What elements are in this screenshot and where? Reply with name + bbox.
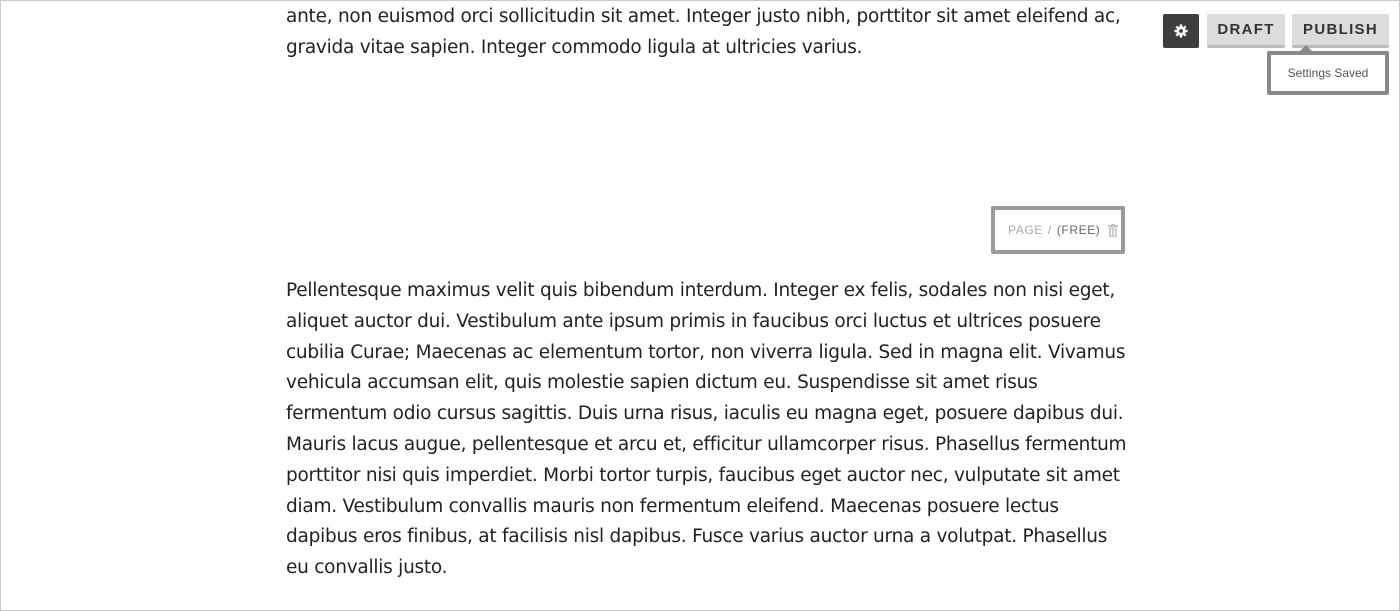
body-paragraph[interactable]: ante, non euismod orci sollicitudin sit amet. Integer justo nibh, porttitor sit amet eleifend ac, gravida vitae sapien. Integer commodo ligula at ultricies varius.: [286, 6, 1121, 58]
body-paragraph[interactable]: Pellentesque maximus velit quis bibendum interdum. Integer ex felis, sodales non nisi eget, aliquet auctor dui. Vestibulum ante ipsum primis in faucibus orci luctus et ultrices posuere cubilia Curae; Maecenas ac elementum tortor, non viverra ligula. Sed in magna elit. Vivamus vehicula accumsan elit, quis molestie sapien dictum eu. Suspendisse sit amet risus fermentum odio cursus sagittis. Duis urna risus, iaculis eu magna eget, posuere dapibus dui. Mauris lacus augue, pellentesque et arcu et, efficitur ullamcorper risus. Phasellus fermentum porttitor nisi quis imperdiet. Morbi tortor turpis, faucibus eget auctor nec, vulputate sit amet diam. Vestibulum convallis mauris non fermentum eleifend. Maecenas posuere lectus dapibus eros finibus, at facilisis nisl dapibus. Fusce varius auctor urna a volutpat. Phasellus eu convallis justo.: [286, 280, 1127, 579]
page-marker-separator: /: [1047, 223, 1052, 237]
settings-button[interactable]: [1163, 14, 1199, 48]
page-break-marker[interactable]: [991, 206, 1125, 254]
trash-icon[interactable]: [1108, 224, 1118, 237]
gear-icon: [1174, 24, 1188, 38]
publish-button[interactable]: PUBLISH: [1292, 14, 1389, 48]
page-marker-type[interactable]: (FREE): [1056, 223, 1101, 237]
notification-text: Settings Saved: [1287, 66, 1369, 80]
draft-button[interactable]: DRAFT: [1207, 14, 1285, 48]
page-marker-label: PAGE: [1008, 223, 1043, 237]
settings-saved-notification: [1267, 51, 1389, 95]
